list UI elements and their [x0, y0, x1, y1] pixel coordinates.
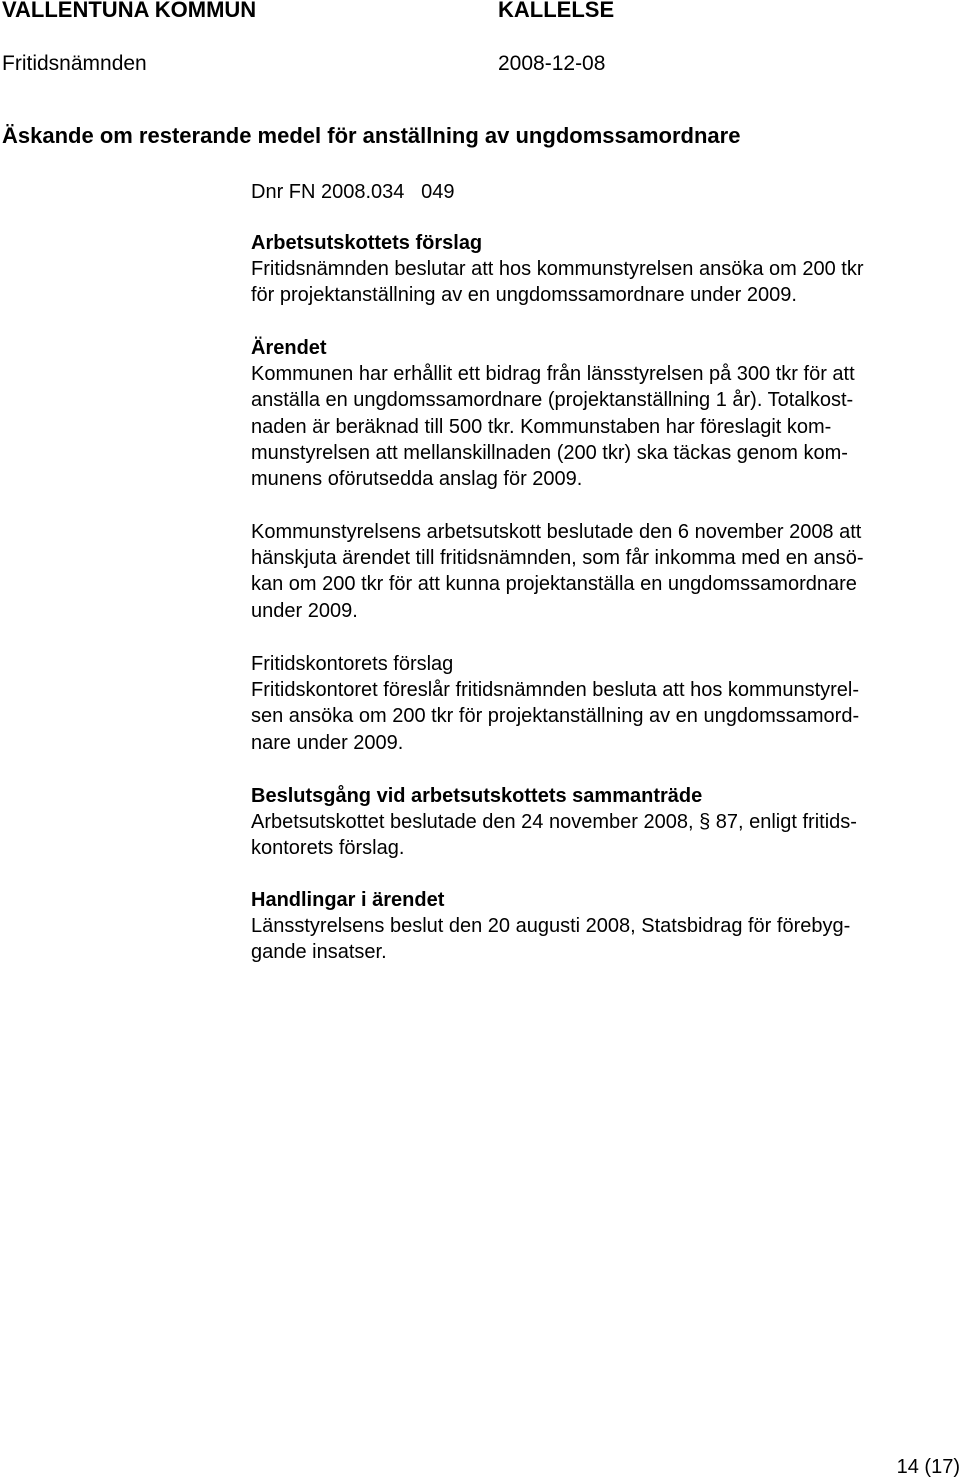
- section-heading: Fritidskontorets förslag: [251, 653, 454, 675]
- section-arendet: [251, 335, 951, 492]
- section-handlingar: [251, 887, 951, 966]
- page-number: 14 (17): [896, 1456, 960, 1478]
- organization-name: VALLENTUNA KOMMUN: [2, 0, 257, 22]
- document-type: KALLELSE: [498, 0, 615, 22]
- text-line: sen ansöka om 200 tkr för projektanställning av en ungdomssamord-: [251, 705, 860, 728]
- committee-name: Fritidsnämnden: [2, 52, 147, 75]
- text-line: naden är beräknad till 500 tkr. Kommunstaben har föreslagit kom-: [251, 415, 832, 438]
- text-line: Kommunen har erhållit ett bidrag från länsstyrelsen på 300 tkr för att: [251, 363, 855, 386]
- page-title: Äskande om resterande medel för anställning av ungdomssamordnare: [2, 123, 741, 148]
- text-line: Fritidsnämnden beslutar att hos kommunstyrelsen ansöka om 200 tkr: [251, 258, 864, 281]
- section-heading: Arbetsutskottets förslag: [251, 232, 483, 254]
- text-line: under 2009.: [251, 599, 358, 622]
- text-line: munens oförutsedda anslag för 2009.: [251, 468, 583, 491]
- text-line: kontorets förslag.: [251, 837, 405, 860]
- text-line: gande insatser.: [251, 941, 387, 964]
- text-line: kan om 200 tkr för att kunna projektanställa en ungdomssamordnare: [251, 573, 857, 596]
- section-heading: Ärendet: [251, 337, 327, 359]
- text-line: Fritidskontoret föreslår fritidsnämnden besluta att hos kommunstyrel-: [251, 679, 860, 702]
- case-number: Dnr FN 2008.034 049: [251, 181, 455, 203]
- section-heading: Handlingar i ärendet: [251, 889, 445, 911]
- text-line: munstyrelsen att mellanskillnaden (200 tkr) ska täckas genom kom-: [251, 441, 848, 464]
- section-heading: Beslutsgång vid arbetsutskottets sammanträde: [251, 785, 703, 807]
- section-beslutsgang: [251, 783, 951, 862]
- text-line: nare under 2009.: [251, 731, 404, 754]
- text-line: Länsstyrelsens beslut den 20 augusti 2008, Statsbidrag för förebyg-: [251, 915, 851, 938]
- text-line: för projektanställning av en ungdomssamordnare under 2009.: [251, 284, 797, 307]
- document-date: 2008-12-08: [498, 52, 606, 75]
- section-au-forslag: [251, 230, 951, 309]
- section-arendet-para2: [251, 519, 951, 624]
- text-line: Kommunstyrelsens arbetsutskott beslutade den 6 november 2008 att: [251, 521, 862, 543]
- text-line: hänskjuta ärendet till fritidsnämnden, som får inkomma med en ansö-: [251, 547, 864, 570]
- text-line: anställa en ungdomssamordnare (projektanställning 1 år). Totalkost-: [251, 389, 854, 412]
- section-fk-forslag: [251, 651, 951, 756]
- text-line: Arbetsutskottet beslutade den 24 november 2008, § 87, enligt fritids-: [251, 811, 857, 834]
